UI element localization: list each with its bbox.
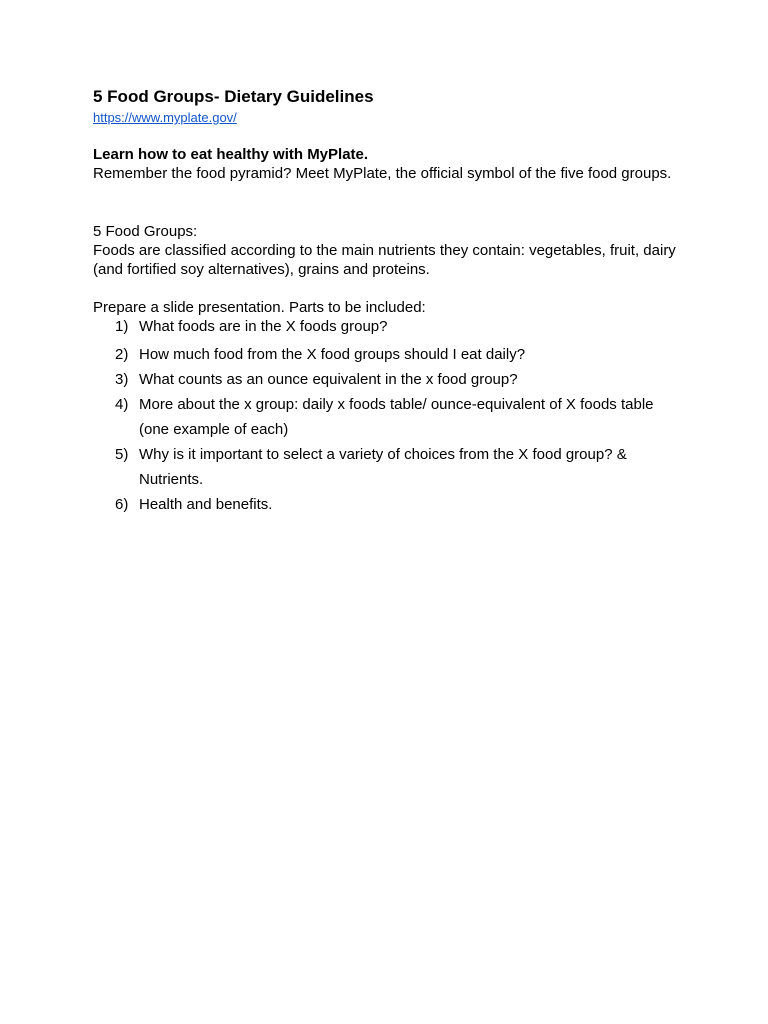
step-number: 1): [115, 318, 129, 335]
step-text: Health and benefits.: [139, 496, 273, 513]
step-text: What counts as an ounce equivalent in the x food group?: [139, 371, 518, 388]
step-text: What foods are in the X foods group?: [139, 318, 388, 335]
step-number: 2): [115, 346, 129, 363]
list-item: [93, 317, 683, 336]
step-number: 4): [115, 396, 129, 413]
step-text: Why is it important to select a variety of choices from the X food group? & Nutrients.: [139, 446, 627, 488]
step-number: 5): [115, 446, 129, 463]
step-number: 3): [115, 371, 129, 388]
steps-list: [93, 317, 683, 517]
prepare-text: Prepare a slide presentation. Parts to be included:: [93, 299, 426, 316]
myplate-link[interactable]: https://www.myplate.gov/: [93, 110, 237, 125]
list-item: [93, 392, 683, 442]
list-item: [93, 367, 683, 392]
step-text: How much food from the X food groups should I eat daily?: [139, 346, 526, 363]
document-page: [93, 86, 683, 517]
list-item: [93, 442, 683, 492]
groups-heading: 5 Food Groups:: [93, 223, 198, 240]
document-title: 5 Food Groups- Dietary Guidelines: [93, 87, 374, 106]
list-item: [93, 492, 683, 517]
groups-text: Foods are classified according to the main nutrients they contain: vegetables, fruit, dairy (and fortified soy alternatives), grains and proteins.: [93, 242, 676, 278]
intro-heading: Learn how to eat healthy with MyPlate.: [93, 146, 369, 163]
intro-text: Remember the food pyramid? Meet MyPlate, the official symbol of the five food groups.: [93, 165, 672, 182]
list-item: [93, 342, 683, 367]
step-text: More about the x group: daily x foods table/ ounce-equivalent of X foods table (one example of each): [139, 396, 654, 438]
step-number: 6): [115, 496, 129, 513]
